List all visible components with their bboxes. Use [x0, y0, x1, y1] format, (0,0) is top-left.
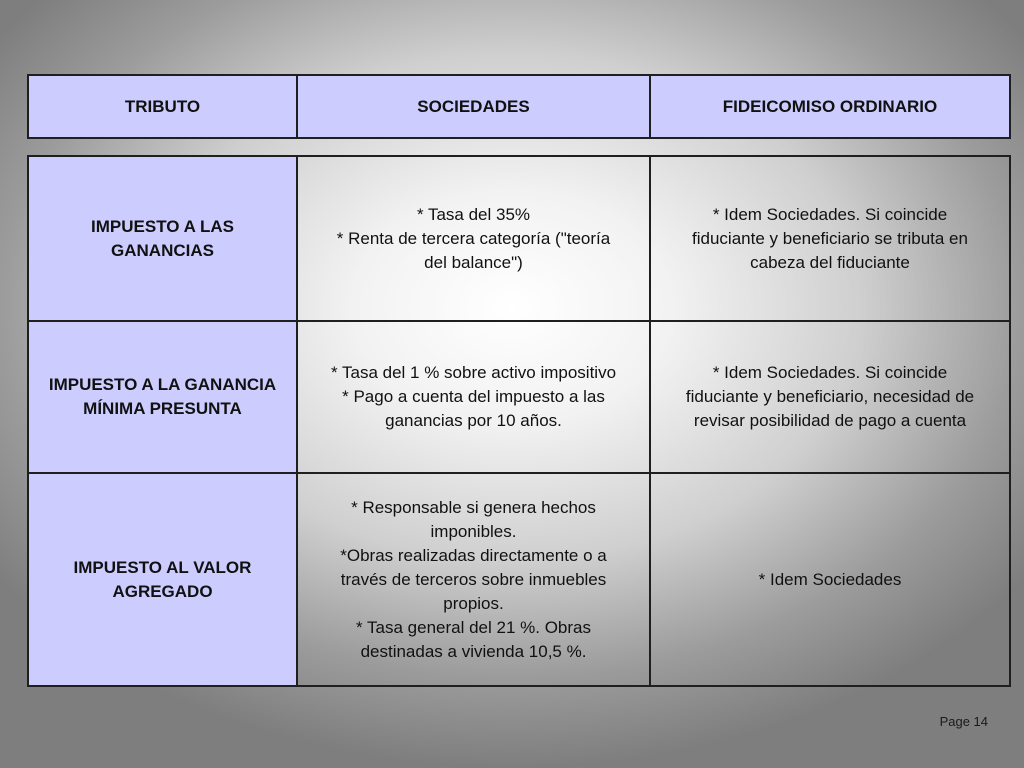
table-body — [27, 155, 1011, 687]
fideicomiso-text: * Idem Sociedades. Si coincide fiduciante y beneficiario se tributa en cabeza del fiduciante — [692, 204, 968, 272]
tributo-label: IMPUESTO AL VALOR AGREGADO — [73, 557, 252, 601]
fideicomiso-text: * Idem Sociedades. Si coincide fiduciante y beneficiario, necesidad de revisar posibilidad de pago a cuenta — [685, 363, 975, 430]
sociedades-text: * Tasa del 35% * Renta de tercera categoría ("teoría del balance") — [336, 204, 611, 272]
row-fideicomiso-cell — [650, 473, 1010, 686]
row-tributo-cell — [28, 156, 297, 321]
table-row — [28, 473, 1010, 686]
row-sociedades-cell — [297, 473, 650, 686]
fideicomiso-text: * Idem Sociedades — [758, 569, 902, 589]
header-fideicomiso: FIDEICOMISO ORDINARIO — [650, 75, 1010, 138]
header-row — [28, 75, 1010, 138]
row-tributo-cell — [28, 321, 297, 473]
sociedades-text: * Responsable si genera hechos imponibles. *Obras realizadas directamente o a través de terceros sobre inmuebles propios. * Tasa general del 21 %. Obras destinadas a vivienda 10,5 %. — [340, 497, 607, 661]
table-header — [27, 74, 1011, 139]
tributo-label: IMPUESTO A LA GANANCIA MÍNIMA PRESUNTA — [48, 375, 277, 418]
row-sociedades-cell — [297, 156, 650, 321]
page-number: Page 14 — [939, 714, 988, 729]
header-tributo: TRIBUTO — [28, 75, 297, 138]
row-fideicomiso-cell — [650, 156, 1010, 321]
row-sociedades-cell — [297, 321, 650, 473]
table-row — [28, 321, 1010, 473]
table-row — [28, 156, 1010, 321]
sociedades-text: * Tasa del 1 % sobre activo impositivo * Pago a cuenta del impuesto a las ganancias por 10 años. — [330, 363, 617, 430]
row-tributo-cell — [28, 473, 297, 686]
header-sociedades: SOCIEDADES — [297, 75, 650, 138]
tributo-label: IMPUESTO A LAS GANANCIAS — [91, 216, 234, 260]
row-fideicomiso-cell — [650, 321, 1010, 473]
